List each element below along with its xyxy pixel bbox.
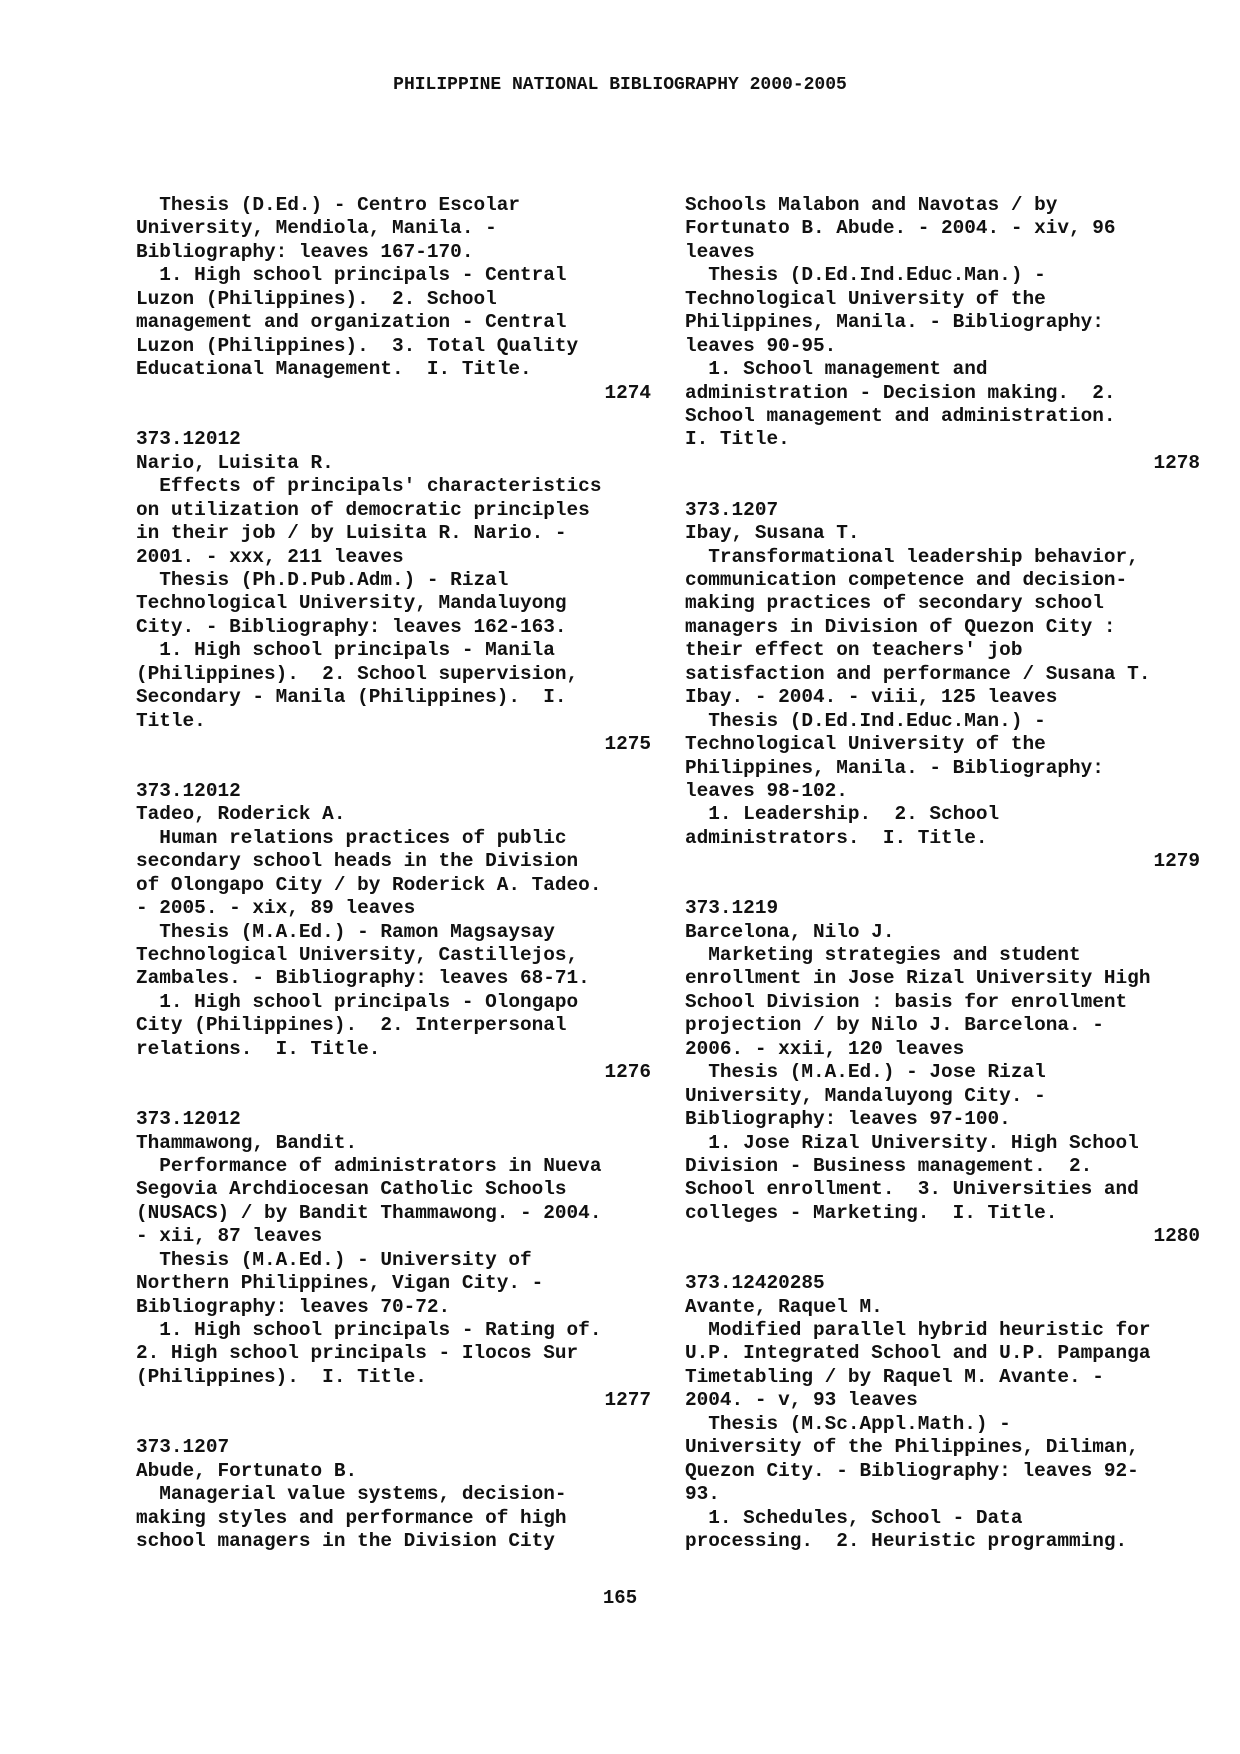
entry-line: Managerial value systems, decision-	[136, 1483, 567, 1506]
entry-line: Thesis (M.Sc.Appl.Math.) -	[685, 1412, 1011, 1435]
entry-line: University of the Philippines, Diliman,	[685, 1436, 1139, 1459]
entry-line: Title.	[136, 709, 206, 732]
entry-line: Secondary - Manila (Philippines). I.	[136, 686, 567, 709]
entry-line: Effects of principals' characteristics	[136, 475, 602, 498]
entry-line: City (Philippines). 2. Interpersonal	[136, 1014, 567, 1037]
entry-line: U.P. Integrated School and U.P. Pampanga	[685, 1342, 1151, 1365]
entry-spacer	[136, 1413, 651, 1436]
entry-line: on utilization of democratic principles	[136, 498, 590, 521]
entry-line: 373.1219	[685, 897, 779, 920]
bibliography-entry	[136, 194, 651, 428]
entry-line: 373.12012	[136, 428, 241, 451]
entry-line: - 2005. - xix, 89 leaves	[136, 897, 416, 920]
entry-line: 2004. - v, 93 leaves	[685, 1389, 918, 1412]
bibliography-entry	[136, 1436, 651, 1553]
entry-line: processing. 2. Heuristic programming.	[685, 1529, 1128, 1552]
entry-spacer	[685, 475, 1200, 498]
entry-line: 2. High school principals - Ilocos Sur	[136, 1342, 579, 1365]
entry-line: 1. Schedules, School - Data	[685, 1506, 1023, 1529]
entry-line: in their job / by Luisita R. Nario. -	[136, 522, 567, 545]
entry-line: School Division : basis for enrollment	[685, 990, 1128, 1013]
entry-line: 373.1207	[685, 498, 779, 521]
entry-number: 1274	[604, 381, 651, 404]
entry-number: 1279	[1153, 850, 1200, 873]
entry-line: Northern Philippines, Vigan City. -	[136, 1272, 544, 1295]
entry-line: Bibliography: leaves 70-72.	[136, 1295, 451, 1318]
left-column	[136, 194, 651, 1553]
entry-line: 1. Jose Rizal University. High School	[685, 1131, 1139, 1154]
entry-line: I. Title.	[685, 428, 790, 451]
bibliography-entry	[136, 1108, 651, 1436]
entry-line: 1. High school principals - Manila	[136, 639, 555, 662]
entry-line: Technological University, Castillejos,	[136, 944, 579, 966]
entry-line: leaves 90-95.	[685, 334, 837, 357]
entry-line: colleges - Marketing. I. Title.	[685, 1201, 1058, 1224]
entry-line: 93.	[685, 1483, 720, 1506]
entry-line: City. - Bibliography: leaves 162-163.	[136, 615, 567, 638]
entry-line: Thesis (Ph.D.Pub.Adm.) - Rizal	[136, 569, 509, 591]
entry-line: Timetabling / by Raquel M. Avante. -	[685, 1365, 1104, 1388]
entry-line: 1. Leadership. 2. School	[685, 803, 1000, 826]
entry-line: Nario, Luisita R.	[136, 451, 334, 474]
entry-number: 1276	[604, 1061, 651, 1084]
entry-line: leaves	[685, 240, 755, 263]
entry-line: Thesis (D.Ed.) - Centro Escolar	[136, 194, 520, 216]
entry-line: Ibay. - 2004. - viii, 125 leaves	[685, 686, 1058, 709]
entry-line: Transformational leadership behavior,	[685, 545, 1139, 568]
entry-line: Thammawong, Bandit.	[136, 1131, 358, 1154]
entry-line: Human relations practices of public	[136, 826, 567, 849]
entry-line: Educational Management. I. Title.	[136, 358, 532, 381]
entry-line: administrators. I. Title.	[685, 826, 988, 849]
entry-line: administration - Decision making. 2.	[685, 381, 1116, 404]
entry-line: their effect on teachers' job	[685, 639, 1023, 662]
entry-line: projection / by Nilo J. Barcelona. -	[685, 1014, 1104, 1037]
entry-line: Thesis (M.A.Ed.) - University of	[136, 1248, 532, 1271]
entry-line: Tadeo, Roderick A.	[136, 803, 346, 826]
bibliography-entry	[685, 897, 1200, 1272]
entry-spacer	[685, 1249, 1200, 1272]
entry-line: relations. I. Title.	[136, 1037, 381, 1060]
page-header: PHILIPPINE NATIONAL BIBLIOGRAPHY 2000-2005	[393, 75, 847, 95]
bibliography-entry	[136, 780, 651, 1108]
entry-line: Barcelona, Nilo J.	[685, 920, 895, 943]
entry-line: leaves 98-102.	[685, 779, 848, 802]
entry-line: University, Mandaluyong City. -	[685, 1084, 1046, 1107]
entry-line: 2006. - xxii, 120 leaves	[685, 1037, 965, 1060]
bibliography-entry	[685, 194, 1200, 499]
entry-line: Marketing strategies and student	[685, 944, 1081, 966]
entry-line: managers in Division of Quezon City :	[685, 615, 1116, 638]
entry-line: Avante, Raquel M.	[685, 1295, 883, 1318]
entry-line: Zambales. - Bibliography: leaves 68-71.	[136, 967, 590, 990]
entry-line: Fortunato B. Abude. - 2004. - xiv, 96	[685, 217, 1116, 240]
page-number: 165	[602, 1587, 638, 1609]
entry-line: (NUSACS) / by Bandit Thammawong. - 2004.	[136, 1201, 602, 1224]
entry-line: Philippines, Manila. - Bibliography:	[685, 756, 1104, 779]
entry-line: management and organization - Central	[136, 311, 567, 334]
entry-spacer	[136, 757, 651, 780]
entry-line: 373.12012	[136, 1108, 241, 1131]
entry-line: - xii, 87 leaves	[136, 1225, 323, 1248]
entry-number: 1275	[604, 733, 651, 756]
entry-spacer	[685, 874, 1200, 897]
entry-line: 1. High school principals - Rating of.	[136, 1319, 602, 1341]
entry-spacer	[136, 1085, 651, 1108]
entry-line: Technological University, Mandaluyong	[136, 592, 567, 615]
entry-line: making practices of secondary school	[685, 592, 1104, 615]
entry-line: Thesis (D.Ed.Ind.Educ.Man.) -	[685, 264, 1046, 287]
entry-line: of Olongapo City / by Roderick A. Tadeo.	[136, 873, 602, 896]
entry-line: Luzon (Philippines). 2. School	[136, 287, 497, 310]
right-column	[685, 194, 1200, 1553]
entry-line: Schools Malabon and Navotas / by	[685, 194, 1058, 216]
entry-spacer	[136, 405, 651, 428]
bibliography-entry	[685, 1272, 1200, 1553]
entry-line: Luzon (Philippines). 3. Total Quality	[136, 334, 579, 357]
entry-line: Division - Business management. 2.	[685, 1154, 1093, 1177]
entry-number: 1280	[1153, 1225, 1200, 1248]
entry-line: Thesis (D.Ed.Ind.Educ.Man.) -	[685, 709, 1046, 732]
entry-line: (Philippines). I. Title.	[136, 1365, 427, 1388]
entry-line: Philippines, Manila. - Bibliography:	[685, 311, 1104, 334]
entry-line: School enrollment. 3. Universities and	[685, 1178, 1139, 1201]
entry-line: enrollment in Jose Rizal University High	[685, 967, 1151, 990]
entry-line: communication competence and decision-	[685, 569, 1128, 591]
entry-line: 1. High school principals - Olongapo	[136, 990, 579, 1013]
entry-line: making styles and performance of high	[136, 1506, 567, 1529]
entry-line: Bibliography: leaves 97-100.	[685, 1108, 1011, 1131]
entry-line: 1. High school principals - Central	[136, 264, 567, 287]
entry-line: University, Mendiola, Manila. -	[136, 217, 497, 240]
entry-line: Performance of administrators in Nueva	[136, 1154, 602, 1177]
entry-line: 2001. - xxx, 211 leaves	[136, 545, 404, 568]
entry-line: school managers in the Division City	[136, 1529, 555, 1552]
entry-line: School management and administration.	[685, 404, 1116, 427]
entry-line: Technological University of the	[685, 287, 1046, 310]
entry-line: Bibliography: leaves 167-170.	[136, 240, 474, 263]
entry-line: satisfaction and performance / Susana T.	[685, 662, 1151, 685]
entry-line: Modified parallel hybrid heuristic for	[685, 1319, 1151, 1341]
entry-line: Technological University of the	[685, 733, 1046, 756]
entry-line: Thesis (M.A.Ed.) - Jose Rizal	[685, 1061, 1046, 1084]
entry-line: Thesis (M.A.Ed.) - Ramon Magsaysay	[136, 920, 555, 943]
entry-number: 1277	[604, 1389, 651, 1412]
entry-line: 373.12012	[136, 779, 241, 802]
entry-line: 1. School management and	[685, 358, 988, 381]
bibliography-entry	[136, 428, 651, 780]
entry-line: 373.1207	[136, 1436, 230, 1459]
bibliography-entry	[685, 499, 1200, 897]
entry-line: (Philippines). 2. School supervision,	[136, 662, 579, 685]
entry-line: Segovia Archdiocesan Catholic Schools	[136, 1178, 567, 1201]
entry-line: Quezon City. - Bibliography: leaves 92-	[685, 1459, 1139, 1482]
entry-number: 1278	[1153, 451, 1200, 474]
entry-line: Ibay, Susana T.	[685, 522, 860, 545]
entry-line: secondary school heads in the Division	[136, 850, 579, 873]
entry-line: Abude, Fortunato B.	[136, 1459, 358, 1482]
entry-line: 373.12420285	[685, 1272, 825, 1295]
